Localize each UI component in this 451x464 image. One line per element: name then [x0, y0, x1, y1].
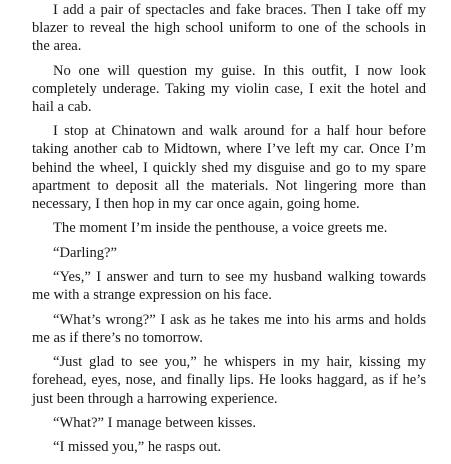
paragraph-10: “I missed you,” he rasps out.	[53, 439, 222, 456]
paragraph-3: I stop at Chinatown and walk around for a half hour before taking another cab to Midtown, where I’ve left my car. Once I’m behind the wheel, I quickly shed my disguise and go to my spare apartment to deposit all the materials. Not lingering more than necessary, I then hop in my car once again, going home.	[32, 123, 426, 212]
paragraph-4: The moment I’m inside the penthouse, a voice greets me.	[53, 220, 388, 237]
paragraph-7: “What’s wrong?” I ask as he takes me into his arms and holds me as if there’s no tomorrow.	[32, 311, 426, 346]
document-page	[32, 0, 426, 463]
paragraph-1: I add a pair of spectacles and fake braces. Then I take off my blazer to reveal the high school uniform to one of the schools in the area.	[32, 2, 426, 55]
paragraph-5: “Darling?”	[53, 244, 118, 261]
paragraph-8: “Just glad to see you,” he whispers in my hair, kissing my forehead, eyes, nose, and finally lips. He looks haggard, as if he’s just been through a harrowing experience.	[32, 354, 426, 407]
paragraph-2: No one will question my guise. In this outfit, I now look completely underage. Taking my violin case, I exit the hotel and hail a cab.	[32, 62, 426, 115]
paragraph-9: “What?” I manage between kisses.	[53, 415, 257, 431]
paragraph-6: “Yes,” I answer and turn to see my husband walking towards me with a strange expression on his face.	[32, 269, 426, 304]
